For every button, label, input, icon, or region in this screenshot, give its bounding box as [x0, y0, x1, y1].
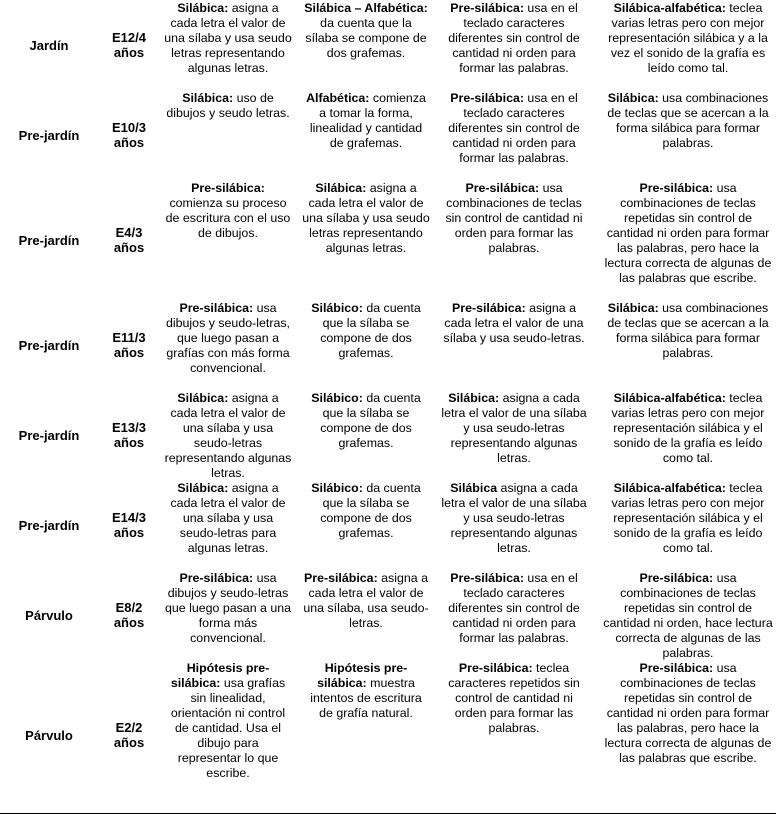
- hypothesis-cell: Silábica – Alfabética: da cuenta que la sílaba se compone de dos grafemas.: [304, 1, 428, 60]
- hypothesis-cell: Pre-silábica: teclea caracteres repetidos sin control de cantidad ni orden para formar las palabras.: [448, 661, 580, 735]
- hypothesis-cell: Silábica asigna a cada letra el valor de una sílaba y usa seudo-letras representando algunas letras.: [441, 481, 587, 555]
- table-row: [0, 390, 776, 480]
- hypothesis-cell: Silábica-alfabética: teclea varias letras pero con mejor representación silábica y a la vez el sonido de la grafía es leído como tal.: [608, 1, 768, 75]
- table-row: [0, 0, 776, 90]
- table-row: [0, 90, 776, 180]
- hypothesis-cell: Silábica: asigna a cada letra el valor de una sílaba y usa seudo letras representando algunas letras.: [302, 181, 430, 255]
- table-row: [0, 180, 776, 300]
- hypothesis-cell: Silábica: asigna a cada letra el valor de una sílaba y usa seudo-letras representando algunas letras.: [441, 391, 587, 465]
- grade-cell: Pre-jardín: [18, 427, 80, 443]
- table-row: [0, 300, 776, 390]
- hypothesis-cell: Silábica-alfabética: teclea varias letras pero con mejor representación silábica y el sonido de la grafía es leído como tal.: [611, 481, 765, 555]
- table-row: [0, 570, 776, 660]
- hypothesis-cell: Silábica: uso de dibujos y seudo letras.: [166, 91, 290, 120]
- hypothesis-cell: Hipótesis pre-silábica: muestra intentos de escritura de grafía natural.: [310, 661, 422, 720]
- hypothesis-cell: Silábico: da cuenta que la sílaba se compone de dos grafemas.: [311, 481, 421, 540]
- hypothesis-cell: Pre-silábica: usa dibujos y seudo-letras, que luego pasan a grafías con más forma convencional.: [166, 301, 290, 375]
- hypothesis-cell: Hipótesis pre-silábica: usa grafías sin linealidad, orientación ni control de cantidad. Usa el dibujo para representar lo que escribe.: [170, 661, 286, 780]
- hypothesis-cell: Silábico: da cuenta que la sílaba se compone de dos grafemas.: [311, 391, 421, 450]
- student-id-cell: E10/3 años: [112, 120, 146, 150]
- hypothesis-cell: Silábica-alfabética: teclea varias letras pero con mejor representación silábica y el sonido de la grafía es leído como tal.: [611, 391, 765, 465]
- student-id-cell: E12/4 años: [112, 30, 146, 60]
- hypothesis-cell: Pre-silábica: usa combinaciones de teclas repetidas sin control de cantidad ni orden, hace lectura correcta de algunas de las palabras.: [603, 571, 773, 660]
- table-row: [0, 480, 776, 570]
- hypothesis-cell: Pre-silábica: usa combinaciones de teclas repetidas sin control de cantidad ni orden para formar las palabras, pero hace la lectura correcta de algunas de las palabras que escribe.: [604, 661, 772, 765]
- hypothesis-cell: Pre-silábica: usa en el teclado caracteres diferentes sin control de cantidad ni orden para formar las palabras.: [448, 1, 580, 75]
- grade-cell: Jardín: [29, 37, 69, 53]
- hypothesis-cell: Pre-silábica: usa combinaciones de teclas repetidas sin control de cantidad ni orden para formar las palabras, pero hace la lectura correcta de algunas de las palabras que escribe.: [604, 181, 772, 285]
- student-id-cell: E14/3 años: [112, 510, 146, 540]
- hypothesis-cell: Pre-silábica: asigna a cada letra el valor de una sílaba, usa seudo-letras.: [303, 571, 429, 630]
- hypothesis-cell: Pre-silábica: usa en el teclado caracteres diferentes sin control de cantidad ni orden para formar las palabras.: [448, 571, 580, 645]
- grade-cell: Pre-jardín: [18, 337, 80, 353]
- hypothesis-cell: Silábico: da cuenta que la sílaba se compone de dos grafemas.: [311, 301, 421, 360]
- hypothesis-cell: Silábica: asigna a cada letra el valor de una sílaba y usa seudo-letras para algunas letras.: [170, 481, 286, 555]
- student-id-cell: E13/3 años: [112, 420, 146, 450]
- hypothesis-cell: Silábica: asigna a cada letra el valor de una sílaba y usa seudo-letras representando algunas letras.: [164, 391, 292, 480]
- grade-cell: Pre-jardín: [18, 127, 80, 143]
- student-id-cell: E2/2 años: [113, 720, 145, 750]
- hypothesis-cell: Pre-silábica: asigna a cada letra el valor de una sílaba y usa seudo-letras.: [443, 301, 585, 345]
- hypothesis-cell: Silábica: usa combinaciones de teclas que se acercan a la forma silábica para formar palabras.: [607, 301, 769, 360]
- table-row: [0, 660, 776, 810]
- student-id-cell: E8/2 años: [113, 600, 145, 630]
- student-id-cell: E4/3 años: [113, 225, 145, 255]
- grade-cell: Pre-jardín: [18, 232, 80, 248]
- grade-cell: Párvulo: [25, 727, 73, 743]
- hypothesis-cell: Alfabética: comienza a tomar la forma, linealidad y cantidad de grafemas.: [306, 91, 426, 150]
- grade-cell: Párvulo: [25, 607, 73, 623]
- student-id-cell: E11/3 años: [112, 330, 146, 360]
- hypothesis-cell: Pre-silábica: usa combinaciones de teclas sin control de cantidad ni orden para formar las palabras.: [445, 181, 583, 255]
- hypothesis-cell: Pre-silábica: usa dibujos y seudo-letras que luego pasan a una forma más convencional.: [164, 571, 292, 645]
- table-bottom-rule: [0, 813, 776, 814]
- grade-cell: Pre-jardín: [18, 517, 80, 533]
- hypothesis-cell: Pre-silábica: comienza su proceso de escritura con el uso de dibujos.: [165, 181, 291, 240]
- hypothesis-cell: Silábica: usa combinaciones de teclas que se acercan a la forma silábica para formar palabras.: [607, 91, 769, 150]
- hypothesis-cell: Silábica: asigna a cada letra el valor de una sílaba y usa seudo letras representando algunas letras.: [164, 1, 292, 75]
- hypothesis-cell: Pre-silábica: usa en el teclado caracteres diferentes sin control de cantidad ni orden para formar las palabras.: [448, 91, 580, 165]
